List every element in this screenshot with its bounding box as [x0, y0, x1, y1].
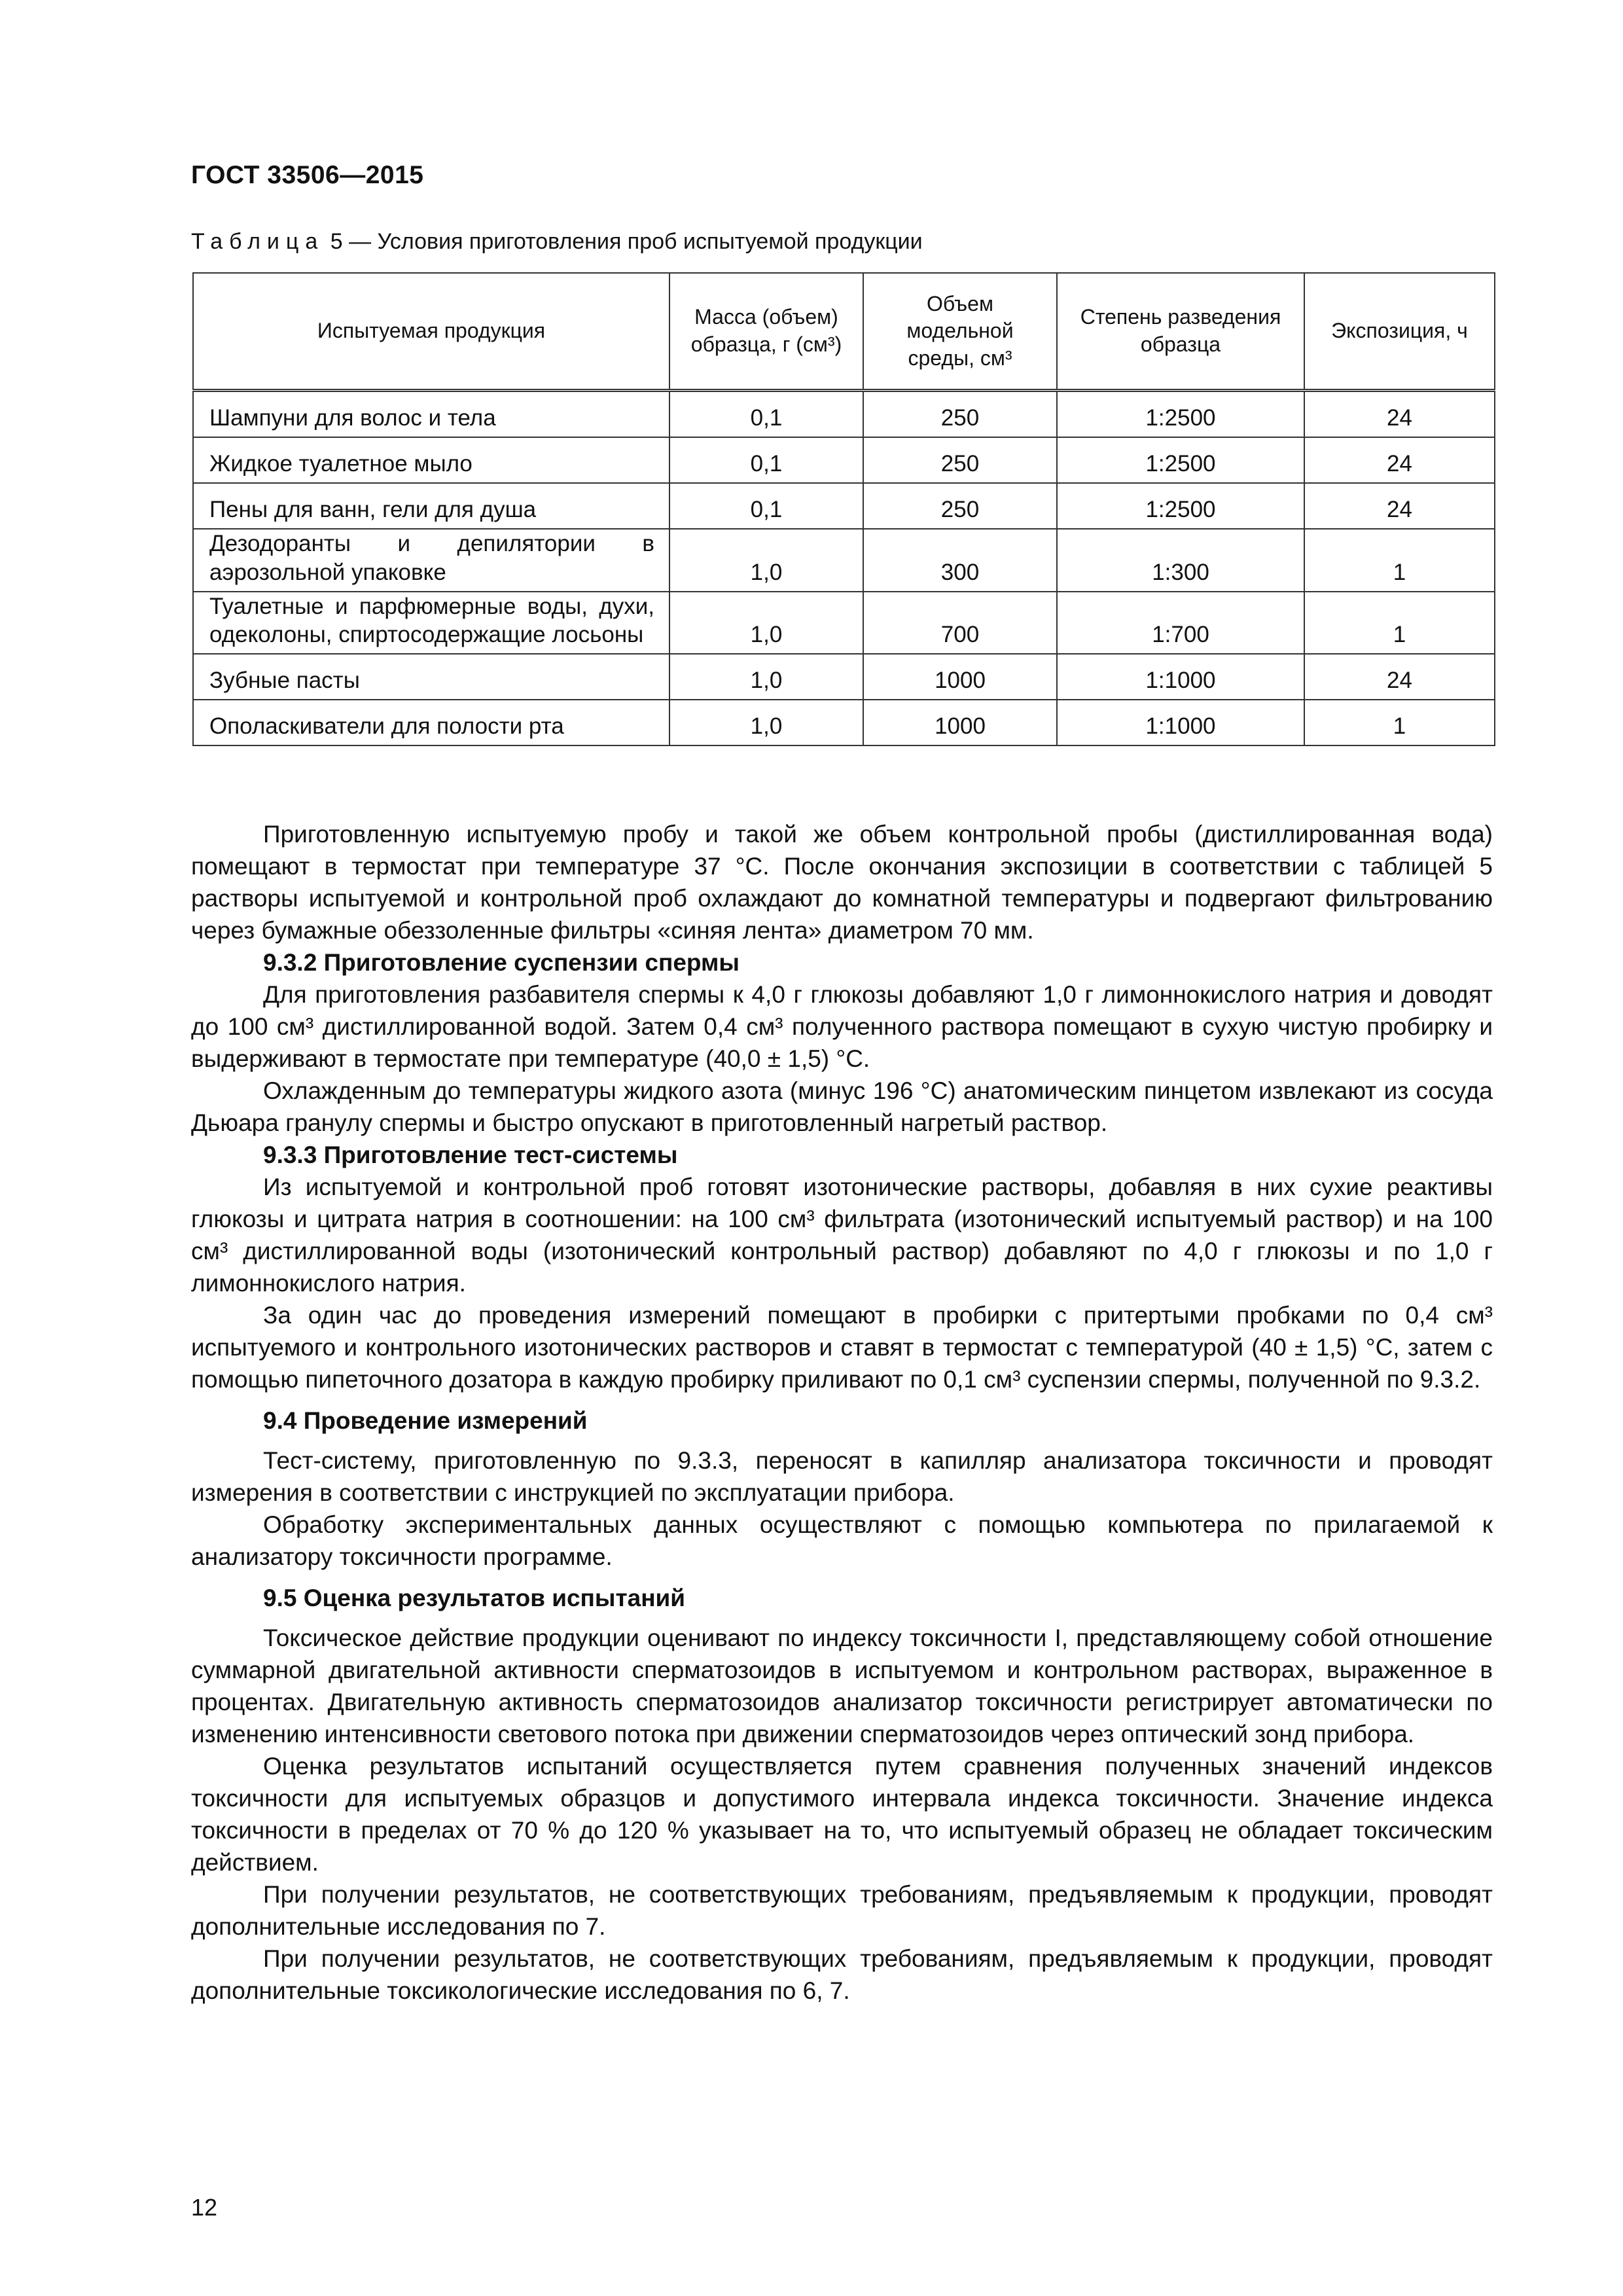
cell-mass: 1,0 [669, 700, 863, 745]
cell-mass: 1,0 [669, 529, 863, 592]
cell-mass: 0,1 [669, 437, 863, 483]
table-header-row [193, 273, 1495, 391]
paragraph: При получении результатов, не соответствующих требованиям, предъявляемым к продукции, проводят дополнительные исследования по 7. [191, 1881, 1493, 1940]
cell-dilution: 1:1000 [1057, 654, 1304, 700]
header-dilution: Степень разведения образца [1057, 273, 1304, 391]
paragraph: За один час до проведения измерений помещают в пробирки с притертыми пробками по 0,4 см³ испытуемого и контрольного изотонических растворов и ставят в термостат с температурой (40 ± 1,5) °С, затем с помощью пипеточного дозатора в каждую пробирку приливают по 0,1 см³ суспензии спермы, полученной по 9.3.2. [191, 1302, 1493, 1393]
paragraph: Из испытуемой и контрольной проб готовят изотонические растворы, добавляя в них сухие реактивы глюкозы и цитрата натрия в соотношении: на 100 см³ фильтрата (изотонический испытуемый раствор) и на 100 см³ дистиллированной воды (изотонический контрольный раствор) добавляют по 4,0 г глюкозы и по 1,0 г лимоннокислого натрия. [191, 1174, 1493, 1297]
cell-exposure: 24 [1304, 483, 1495, 529]
cell-exposure: 1 [1304, 700, 1495, 745]
cell-exposure: 1 [1304, 529, 1495, 592]
table-row [193, 391, 1495, 438]
cell-product: Зубные пасты [193, 654, 669, 700]
cell-volume: 1000 [863, 700, 1057, 745]
cell-product: Ополаскиватели для полости рта [193, 700, 669, 745]
header-volume: Объем модельной среды, см³ [863, 273, 1057, 391]
cell-dilution: 1:700 [1057, 592, 1304, 655]
cell-dilution: 1:1000 [1057, 700, 1304, 745]
cell-exposure: 24 [1304, 654, 1495, 700]
table-row [193, 483, 1495, 529]
cell-product: Жидкое туалетное мыло [193, 437, 669, 483]
cell-exposure: 24 [1304, 391, 1495, 438]
table-caption-prefix: Таблица [191, 229, 325, 254]
cell-mass: 1,0 [669, 592, 863, 655]
cell-product: Туалетные и парфюмерные воды, духи, одеколоны, спиртосодержащие лосьоны [193, 592, 669, 655]
table-caption-text: 5 — Условия приготовления проб испытуемой продукции [324, 229, 923, 254]
paragraph: Токсическое действие продукции оценивают по индексу токсичности I, представляющему собой отношение суммарной двигательной активности сперматозоидов в испытуемом и контрольном растворах, выраженное в процентах. Двигательную активность сперматозоидов анализатор токсичности регистрирует автоматически по изменению интенсивности светового потока при движении сперматозоидов через оптический зонд прибора. [191, 1624, 1493, 1748]
body-text [191, 818, 1493, 2007]
table-row [193, 592, 1495, 655]
cell-exposure: 24 [1304, 437, 1495, 483]
cell-mass: 0,1 [669, 391, 863, 438]
paragraph: Обработку экспериментальных данных осуществляют с помощью компьютера по прилагаемой к анализатору токсичности программе. [191, 1511, 1493, 1570]
header-exposure: Экспозиция, ч [1304, 273, 1495, 391]
cell-volume: 300 [863, 529, 1057, 592]
table-caption [191, 229, 923, 255]
cell-volume: 1000 [863, 654, 1057, 700]
header-mass: Масса (объем) образца, г (см³) [669, 273, 863, 391]
cell-mass: 1,0 [669, 654, 863, 700]
cell-dilution: 1:2500 [1057, 483, 1304, 529]
table-row [193, 654, 1495, 700]
table-row [193, 529, 1495, 592]
cell-volume: 250 [863, 437, 1057, 483]
cell-product: Пены для ванн, гели для душа [193, 483, 669, 529]
standard-header: ГОСТ 33506—2015 [191, 161, 424, 189]
conditions-table [192, 272, 1495, 746]
paragraph: Тест-систему, приготовленную по 9.3.3, переносят в капилляр анализатора токсичности и проводят измерения в соответствии с инструкцией по эксплуатации прибора. [191, 1447, 1493, 1506]
paragraph: Приготовленную испытуемую пробу и такой же объем контрольной пробы (дистиллированная вода) помещают в термостат при температуре 37 °С. После окончания экспозиции в соответствии с таблицей 5 растворы испытуемой и контрольной проб охлаждают до комнатной температуры и подвергают фильтрованию через бумажные обеззоленные фильтры «синяя лента» диаметром 70 мм. [191, 821, 1493, 944]
table-row [193, 437, 1495, 483]
cell-volume: 250 [863, 391, 1057, 438]
table-row [193, 700, 1495, 745]
header-product: Испытуемая продукция [193, 273, 669, 391]
paragraph: Для приготовления разбавителя спермы к 4,0 г глюкозы добавляют 1,0 г лимоннокислого натрия и доводят до 100 см³ дистиллированной водой. Затем 0,4 см³ полученного раствора помещают в сухую чистую пробирку и выдерживают в термостате при температуре (40,0 ± 1,5) °С. [191, 981, 1493, 1072]
paragraph: Оценка результатов испытаний осуществляется путем сравнения полученных значений индексов токсичности для испытуемых образцов и допустимого интервала индекса токсичности. Значение индекса токсичности в пределах от 70 % до 120 % указывает на то, что испытуемый образец не обладает токсическим действием. [191, 1753, 1493, 1876]
paragraph: При получении результатов, не соответствующих требованиям, предъявляемым к продукции, проводят дополнительные токсикологические исследования по 6, 7. [191, 1945, 1493, 2004]
cell-mass: 0,1 [669, 483, 863, 529]
cell-product: Шампуни для волос и тела [193, 391, 669, 438]
cell-dilution: 1:2500 [1057, 437, 1304, 483]
section-heading-9-3-2: 9.3.2 Приготовление суспензии спермы [263, 949, 740, 976]
cell-exposure: 1 [1304, 592, 1495, 655]
cell-volume: 250 [863, 483, 1057, 529]
page-number: 12 [191, 2194, 218, 2221]
section-heading-9-4: 9.4 Проведение измерений [263, 1407, 588, 1434]
section-heading-9-3-3: 9.3.3 Приготовление тест-системы [263, 1141, 678, 1168]
cell-dilution: 1:300 [1057, 529, 1304, 592]
cell-volume: 700 [863, 592, 1057, 655]
cell-product: Дезодоранты и депилятории в аэрозольной упаковке [193, 529, 669, 592]
paragraph: Охлажденным до температуры жидкого азота (минус 196 °С) анатомическим пинцетом извлекают из сосуда Дьюара гранулу спермы и быстро опускают в приготовленный нагретый раствор. [191, 1077, 1493, 1136]
section-heading-9-5: 9.5 Оценка результатов испытаний [263, 1585, 686, 1611]
cell-dilution: 1:2500 [1057, 391, 1304, 438]
